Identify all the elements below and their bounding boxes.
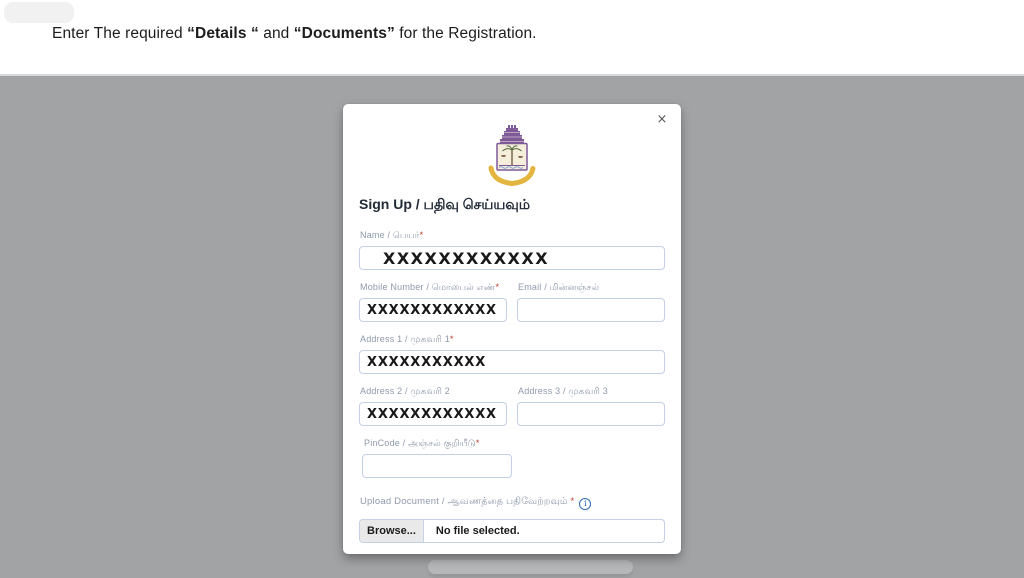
corporation-logo-icon — [485, 125, 539, 187]
name-label: Name / பெயர்* — [360, 230, 424, 240]
pincode-input[interactable] — [362, 454, 512, 478]
page-header — [0, 0, 1024, 74]
address2-input[interactable] — [359, 402, 507, 426]
close-icon[interactable]: × — [656, 112, 668, 127]
required-asterisk: * — [419, 230, 424, 240]
dialog-title: Sign Up / பதிவு செய்யவும் — [359, 196, 531, 212]
instruction-documents-bold: “Documents” — [293, 25, 395, 42]
required-asterisk: * — [567, 496, 575, 507]
address1-input[interactable] — [359, 350, 665, 374]
mobile-label: Mobile Number / மொபைல் எண்* — [360, 282, 500, 292]
required-asterisk: * — [495, 282, 500, 292]
email-input[interactable] — [517, 298, 665, 322]
background-page-element — [428, 560, 633, 574]
instruction-details-bold: “Details “ — [187, 25, 259, 42]
mobile-input[interactable] — [359, 298, 507, 322]
instruction-part: Enter The required — [52, 25, 188, 42]
upload-file-input[interactable] — [359, 519, 665, 543]
email-label: Email / மின்னஞ்சல் — [518, 282, 600, 292]
name-input[interactable] — [359, 246, 665, 270]
required-asterisk: * — [449, 334, 454, 344]
address1-label: Address 1 / முகவரி 1* — [360, 334, 454, 344]
address2-label: Address 2 / முகவரி 2 — [360, 386, 450, 396]
address3-input[interactable] — [517, 402, 665, 426]
upload-label: Upload Document / ஆவணத்தை பதிவேற்றவும் * i — [360, 496, 591, 510]
signup-dialog — [343, 104, 681, 554]
address3-label: Address 3 / முகவரி 3 — [518, 386, 608, 396]
instruction-text — [52, 25, 537, 43]
pincode-label: PinCode / அஞ்சல் குறியீடு* — [364, 438, 480, 448]
instruction-part: and — [258, 25, 294, 42]
instruction-part: for the Registration. — [394, 25, 537, 42]
browse-button[interactable]: Browse... — [360, 520, 424, 542]
required-asterisk: * — [475, 438, 480, 448]
corner-watermark — [4, 2, 74, 23]
file-status-text: No file selected. — [435, 525, 520, 537]
info-icon[interactable]: i — [579, 498, 591, 510]
